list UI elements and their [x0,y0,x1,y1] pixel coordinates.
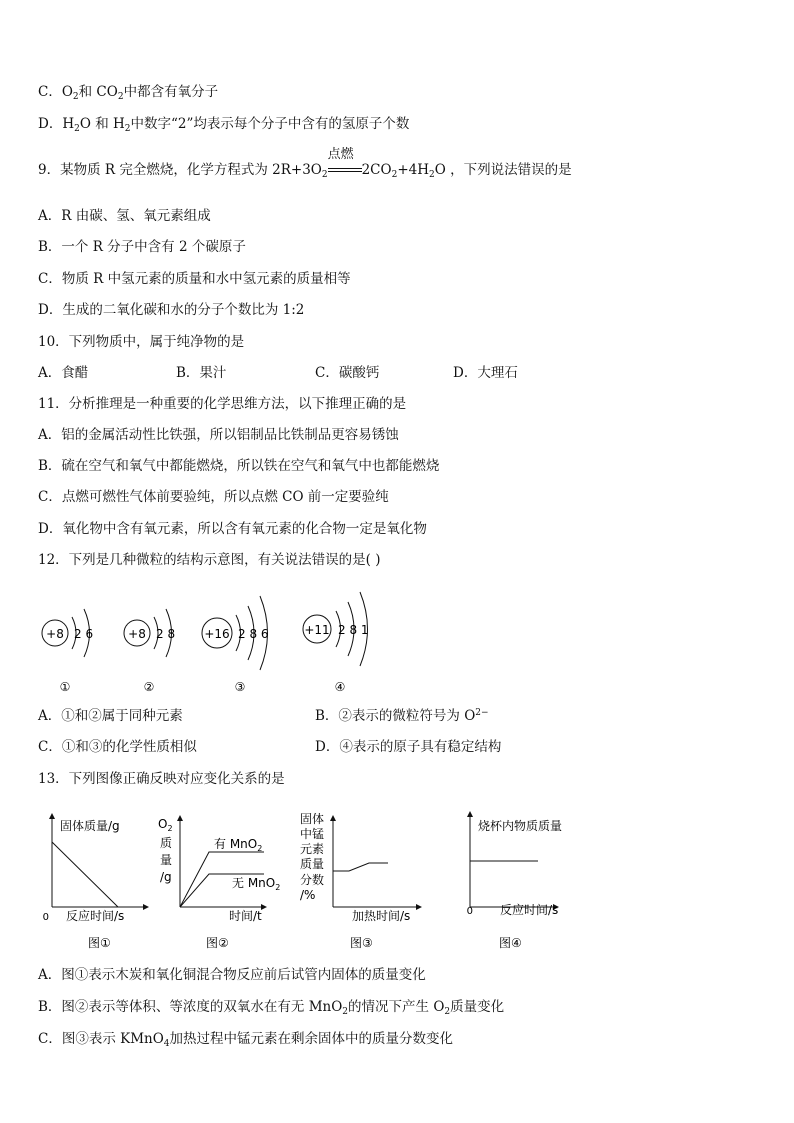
particle-label: ③ [234,680,246,694]
q9-condition-label: 点燃 [327,147,354,162]
q10-option-c: C．碳酸钙 [315,365,380,381]
curve2-label: 无 MnO$_2$ [232,876,281,892]
q11-option-d: D．氧化物中含有氧元素，所以含有氧元素的化合物一定是氧化物 [38,521,427,537]
q12-option-b-charge: 2− [475,708,489,718]
q9-o2-sub: 2 [321,170,328,180]
graph-4 [467,814,562,950]
particle-label: ② [143,680,155,694]
y-axis-label-4: 质量 [300,857,325,871]
graph-caption: 图① [88,936,111,950]
q9-co2-sub: 2 [391,170,398,180]
electron-counts: 2 6 [74,627,94,641]
y-axis-label-1: $O_2$ [158,817,173,833]
q11-option-a: A．铝的金属活动性比铁强，所以铝制品比铁制品更容易锈蚀 [38,427,399,443]
q8-c-text-3: 中都含有氧分子 [123,84,219,100]
q8-c-text-2: 和 CO [78,84,118,100]
q13-c-text-1: C．图③表示 KMnO [38,1031,164,1047]
q13-b-sub-2: 2 [444,1007,451,1017]
graph-caption: 图③ [350,936,373,950]
graph-1 [43,816,146,950]
q12-option-a: A．①和②属于同种元素 [38,708,183,724]
q9-reaction-arrow [327,147,362,179]
x-axis-label: 时间/t [229,909,262,923]
curve1-label: 有 MnO$_2$ [214,837,263,853]
y-axis-label-5: 分数 [300,873,325,887]
graph-caption: 图② [206,936,229,950]
q9-stem [38,147,572,180]
q10-option-a: A．食醋 [38,365,89,381]
q13-option-a: A．图①表示木炭和氧化铜混合物反应前后试管内固体的质量变化 [38,967,426,983]
q9-equals-line-bottom [328,171,362,172]
nucleus-charge: +8 [46,627,64,641]
electron-counts: 2 8 6 [238,627,269,641]
origin-label: 0 [466,906,473,917]
q13-b-sub-1: 2 [342,1007,349,1017]
particle-label: ④ [334,680,346,694]
q13-b-text-2: 的情况下产生 O [348,999,445,1015]
electron-counts: 2 8 1 [338,623,369,637]
q8-d-text-3: 中数字“2”均表示每个分子中含有的氢原子个数 [130,116,410,132]
atomic-structure-diagram [36,584,376,696]
particle-3 [202,596,269,694]
q8-option-d [38,115,409,133]
y-axis-label-1: 固体 [300,812,325,826]
y-axis-label: 烧杯内物质质量 [478,819,563,833]
x-axis-label: 加热时间/s [352,909,411,923]
q8-d-text-2: O 和 H [79,116,125,132]
q9-equals-line-top [328,168,362,169]
y-axis-label-3: 量 [160,853,173,867]
q9-h2o-sub: 2 [429,170,435,180]
q11-stem: 11．分析推理是一种重要的化学思维方法，以下推理正确的是 [38,396,407,412]
q13-b-text-1: B．图②表示等体积、等浓度的双氧水在有无 MnO [38,999,343,1015]
y-axis-label-6: /% [300,888,316,902]
graph-caption: 图④ [499,936,522,950]
q12-option-b-text: B．②表示的微粒符号为 O [315,708,476,724]
y-axis-label: 固体质量/g [60,819,120,833]
q9-option-b: B．一个 R 分子中含有 2 个碳原子 [38,239,246,255]
particle-4 [303,592,369,694]
q9-stem-text: 9．某物质 R 完全燃烧，化学方程式为 2R+3O [38,162,322,178]
q11-option-c: C．点燃可燃性气体前要验纯，所以点燃 CO 前一定要验纯 [38,489,389,505]
q11-option-b: B．硫在空气和氧气中都能燃烧，所以铁在空气和氧气中也都能燃烧 [38,458,440,474]
q13-option-b [38,998,504,1016]
y-axis-label-2: 中锰 [300,827,325,841]
nucleus-charge: +16 [204,627,230,641]
particle-2 [124,609,175,694]
particle-1 [42,609,93,694]
nucleus-charge: +11 [304,623,330,637]
data-line [52,842,118,907]
q12-option-d: D．④表示的原子具有稳定结构 [315,739,502,755]
origin-label: 0 [42,912,49,923]
q10-option-b: B．果汁 [176,365,227,381]
graph-diagrams [36,808,596,956]
q8-c-text-1: C．O [38,84,73,100]
q8-d-sub-2: 2 [124,124,131,134]
q10-stem: 10．下列物质中，属于纯净物的是 [38,334,245,350]
q9-h2o: +4H [397,162,430,178]
q13-b-text-3: 质量变化 [450,999,505,1015]
q9-stem-end: O ，下列说法错误的是 [434,162,572,178]
q12-option-c: C．①和③的化学性质相似 [38,739,197,755]
graph-2 [158,817,280,950]
nucleus-charge: +8 [128,627,146,641]
q13-c-text-2: 加热过程中锰元素在剩余固体中的质量分数变化 [169,1031,454,1047]
q13-c-sub: 4 [163,1039,170,1049]
q8-d-text-1: D．H [38,116,75,132]
particle-label: ① [59,680,71,694]
y-axis-label-4: /g [160,870,172,884]
q9-option-c: C．物质 R 中氢元素的质量和水中氢元素的质量相等 [38,271,351,287]
q13-option-c [38,1030,453,1048]
q8-d-sub-1: 2 [74,124,80,134]
q8-option-c [38,83,218,101]
q10-option-d: D．大理石 [453,365,518,381]
q12-stem: 12．下列是几种微粒的结构示意图，有关说法错误的是( ) [38,552,381,568]
q8-c-sub-2: 2 [117,92,124,102]
x-axis-label: 反应时间/s [500,903,559,917]
y-axis-label-2: 质 [160,836,173,850]
q8-c-sub-1: 2 [72,92,79,102]
graph-3 [300,811,419,950]
q9-option-d: D．生成的二氧化碳和水的分子个数比为 1:2 [38,302,305,318]
q9-option-a: A．R 由碳、氢、氧元素组成 [38,208,211,224]
x-axis-label: 反应时间/s [66,909,125,923]
data-line [333,863,388,871]
electron-counts: 2 8 [156,627,176,641]
q13-stem: 13．下列图像正确反映对应变化关系的是 [38,771,285,787]
q9-co2: 2CO [361,162,392,178]
y-axis-label-3: 元素 [300,842,325,856]
q12-option-b [315,707,489,725]
